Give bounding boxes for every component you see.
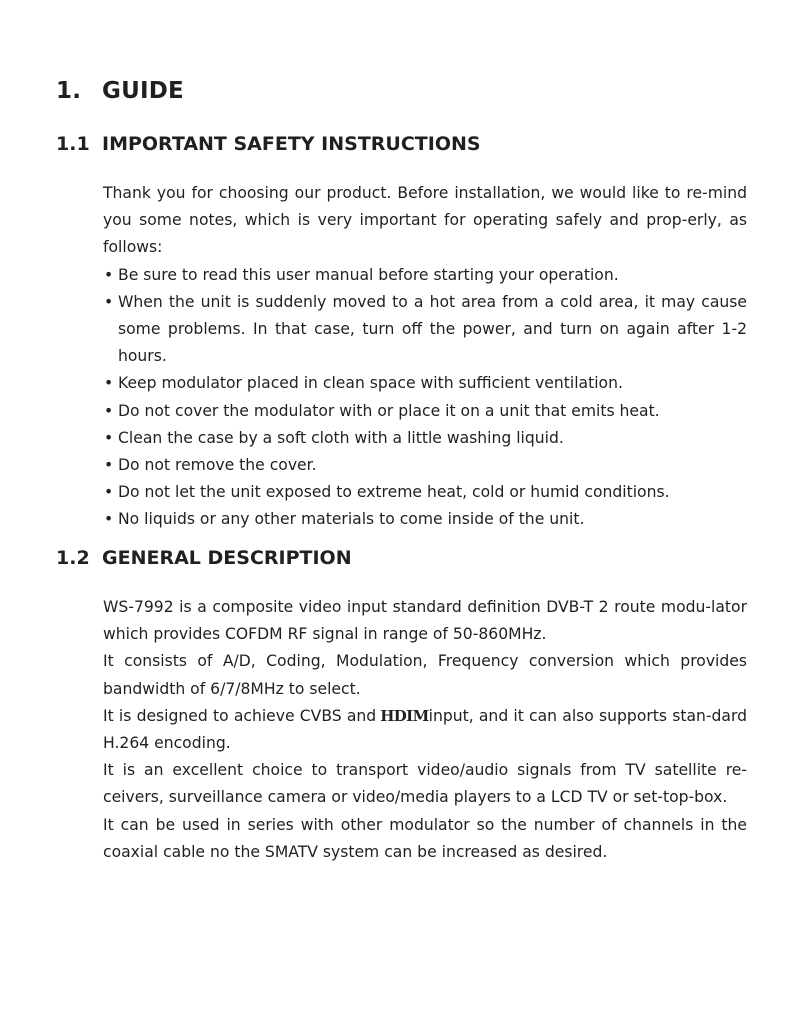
section-1-title: GUIDE — [102, 78, 184, 104]
bullet-icon: • — [104, 456, 114, 475]
section-1-2-heading — [56, 547, 352, 569]
paragraph-text: It is designed to achieve CVBS and — [103, 706, 377, 725]
bullet-icon: • — [104, 483, 114, 502]
list-item-text: Be sure to read this user manual before starting your operation. — [118, 265, 619, 284]
safety-intro-paragraph: Thank you for choosing our product. Before installation, we would like to re-mind you some notes, which is very important for operating safely and prop-erly, as follows: — [103, 184, 747, 257]
list-item-text: When the unit is suddenly moved to a hot area from a cold area, it may cause some problems. In that case, turn off the power, and turn on again after 1-2 hours. — [118, 292, 747, 366]
list-item — [103, 452, 747, 479]
description-paragraph: It can be used in series with other modulator so the number of channels in the coaxial cable no the SMATV system can be increased as desired. — [103, 815, 747, 861]
description-paragraph: It consists of A/D, Coding, Modulation, Frequency conversion which provides bandwidth of 6/7/8MHz to select. — [103, 652, 747, 698]
list-item-text: No liquids or any other materials to come inside of the unit. — [118, 510, 585, 529]
section-1-heading — [56, 78, 184, 104]
description-paragraph — [103, 703, 747, 757]
list-item — [103, 262, 747, 289]
general-description-body — [103, 594, 747, 866]
list-item-text: Keep modulator placed in clean space with sufficient ventilation. — [118, 374, 623, 393]
safety-instructions-body — [103, 180, 747, 534]
list-item — [103, 479, 747, 506]
list-item — [103, 506, 747, 533]
section-1-1-number: 1.1 — [56, 133, 90, 155]
bullet-icon: • — [104, 374, 114, 393]
description-paragraph: It is an excellent choice to transport video/audio signals from TV satellite re-ceivers, surveillance camera or video/media players to a LCD TV or set-top-box. — [103, 761, 747, 807]
safety-bullet-list — [103, 262, 747, 534]
list-item — [103, 425, 747, 452]
list-item — [103, 398, 747, 425]
section-1-2-title: GENERAL DESCRIPTION — [102, 547, 352, 569]
list-item-text: Clean the case by a soft cloth with a little washing liquid. — [118, 428, 564, 447]
list-item-text: Do not remove the cover. — [118, 456, 317, 475]
bullet-icon: • — [104, 292, 114, 311]
paragraph-text: input, and it can also supports stan-dard H.264 encoding. — [103, 706, 747, 753]
bullet-icon: • — [104, 401, 114, 420]
section-1-2-number: 1.2 — [56, 547, 90, 569]
description-paragraph: WS-7992 is a composite video input standard definition DVB-T 2 route modu-lator which provides COFDM RF signal in range of 50-860MHz. — [103, 598, 747, 644]
section-1-1-heading — [56, 133, 481, 155]
list-item-text: Do not cover the modulator with or place it on a unit that emits heat. — [118, 401, 660, 420]
hdim-text: HDIM — [380, 706, 429, 725]
list-item-text: Do not let the unit exposed to extreme heat, cold or humid conditions. — [118, 483, 670, 502]
list-item — [103, 289, 747, 371]
list-item — [103, 370, 747, 397]
section-1-1-title: IMPORTANT SAFETY INSTRUCTIONS — [102, 133, 481, 155]
bullet-icon: • — [104, 428, 114, 447]
section-1-number: 1. — [56, 78, 82, 104]
bullet-icon: • — [104, 265, 114, 284]
bullet-icon: • — [104, 510, 114, 529]
